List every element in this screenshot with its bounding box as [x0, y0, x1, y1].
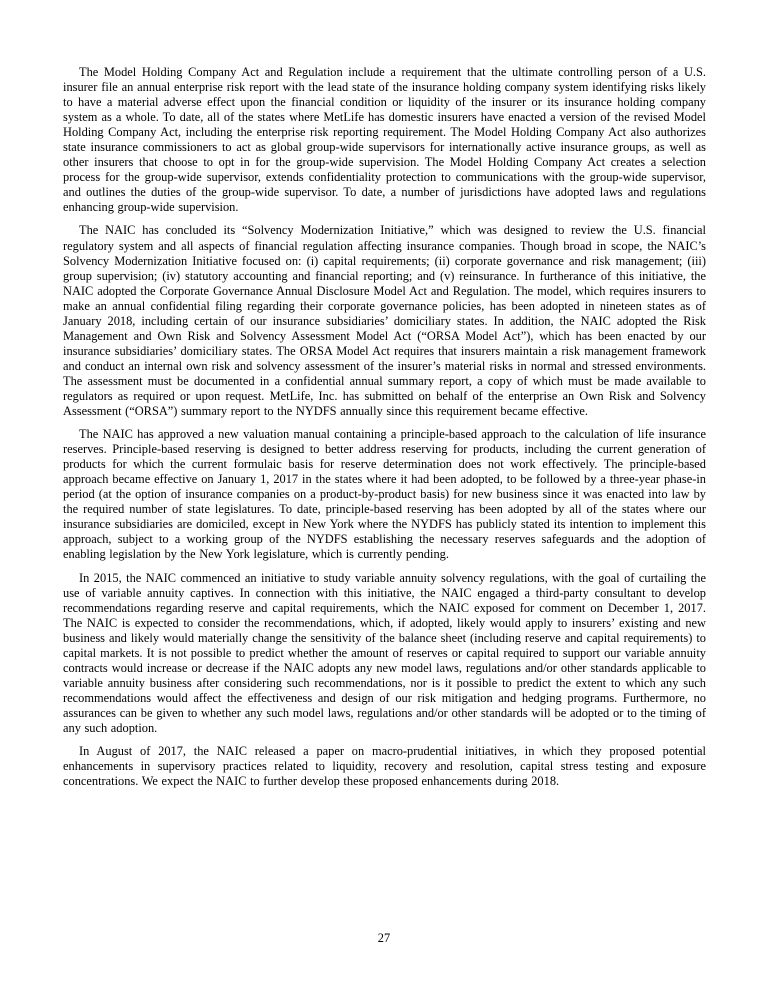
- page-number: 27: [377, 931, 391, 945]
- paragraph-macro-prudential-initiatives: In August of 2017, the NAIC released a paper on macro-prudential initiatives, in which they proposed potential enhancements in supervisory practices related to liquidity, recovery and resolution, capital stress testing and exposure concentrations. We expect the NAIC to further develop these proposed enhancements during 2018.: [63, 744, 706, 789]
- paragraph-model-holding-company-act: The Model Holding Company Act and Regulation include a requirement that the ultimate controlling person of a U.S. insurer file an annual enterprise risk report with the lead state of the insurance holding company system identifying risks likely to have a material adverse effect upon the financial condition or liquidity of the insurer or its insurance holding company system as a whole. To date, all of the states where MetLife has domestic insurers have enacted a version of the revised Model Holding Company Act, including the enterprise risk reporting requirement. The Model Holding Company Act also authorizes state insurance commissioners to act as global group-wide supervisors for internationally active insurance groups, as well as other insurers that choose to opt in for the group-wide supervision. The Model Holding Company Act creates a selection process for the group-wide supervisor, extends confidentiality protection to communications with the group-wide supervisor, and outlines the duties of the group-wide supervisor. To date, a number of jurisdictions have adopted laws and regulations enhancing group-wide supervision.: [63, 65, 706, 215]
- paragraph-variable-annuity-initiative: In 2015, the NAIC commenced an initiative to study variable annuity solvency regulations, with the goal of curtailing the use of variable annuity captives. In connection with this initiative, the NAIC engaged a third-party consultant to develop recommendations regarding reserve and capital requirements, which the NAIC exposed for comment on December 1, 2017. The NAIC is expected to consider the recommendations, which, if adopted, likely would apply to insurers’ existing and new business and likely would materially change the sensitivity of the balance sheet (including reserve and capital requirements) to capital markets. It is not possible to predict whether the amount of reserves or capital required to support our variable annuity contracts would increase or decrease if the NAIC adopts any new model laws, regulations and/or other standards applicable to variable annuity business after considering such recommendations, nor is it possible to predict the extent to which any such recommendations would affect the effectiveness and design of our risk mitigation and hedging programs. Furthermore, no assurances can be given to whether any such model laws, regulations and/or other standards will be adopted or to the timing of any such adoption.: [63, 570, 706, 735]
- paragraph-solvency-modernization-initiative: The NAIC has concluded its “Solvency Modernization Initiative,” which was designed to review the U.S. financial regulatory system and all aspects of financial regulation affecting insurance companies. Though broad in scope, the NAIC’s Solvency Modernization Initiative focused on: (i) capital requirements; (ii) corporate governance and risk management; (iii) group supervision; (iv) statutory accounting and financial reporting; and (v) reinsurance. In furtherance of this initiative, the NAIC adopted the Corporate Governance Annual Disclosure Model Act and Regulation. The model, which requires insurers to make an annual confidential filing regarding their corporate governance policies, has been adopted in nineteen states as of January 2018, including certain of our insurance subsidiaries’ domiciliary states. In addition, the NAIC adopted the Risk Management and Own Risk and Solvency Assessment Model Act (“ORSA Model Act”), which has been enacted by our insurance subsidiaries’ domiciliary states. The ORSA Model Act requires that insurers maintain a risk management framework and conduct an internal own risk and solvency assessment of the insurer’s material risks in normal and stressed environments. The assessment must be documented in a confidential annual summary report, a copy of which must be made available to regulators as required or upon request. MetLife, Inc. has submitted on behalf of the enterprise an Own Risk and Solvency Assessment (“ORSA”) summary report to the NYDFS annually since this requirement became effective.: [63, 223, 706, 419]
- paragraph-principle-based-reserving: The NAIC has approved a new valuation manual containing a principle-based approach to the calculation of life insurance reserves. Principle-based reserving is designed to better address reserving for products, including the current generation of products for which the current formulaic basis for reserve determination does not work effectively. The principle-based approach became effective on January 1, 2017 in the states where it had been adopted, to be followed by a three-year phase-in period (at the option of insurance companies on a product-by-product basis) for new business since it was enacted into law by the required number of state legislatures. To date, principle-based reserving has been adopted by all of the states where our insurance subsidiaries are domiciled, except in New York where the NYDFS has publicly stated its intention to implement this approach, subject to a working group of the NYDFS establishing the necessary reserves safeguards and the adoption of enabling legislation by the New York legislature, which is currently pending.: [63, 427, 706, 562]
- page-body: [63, 65, 706, 789]
